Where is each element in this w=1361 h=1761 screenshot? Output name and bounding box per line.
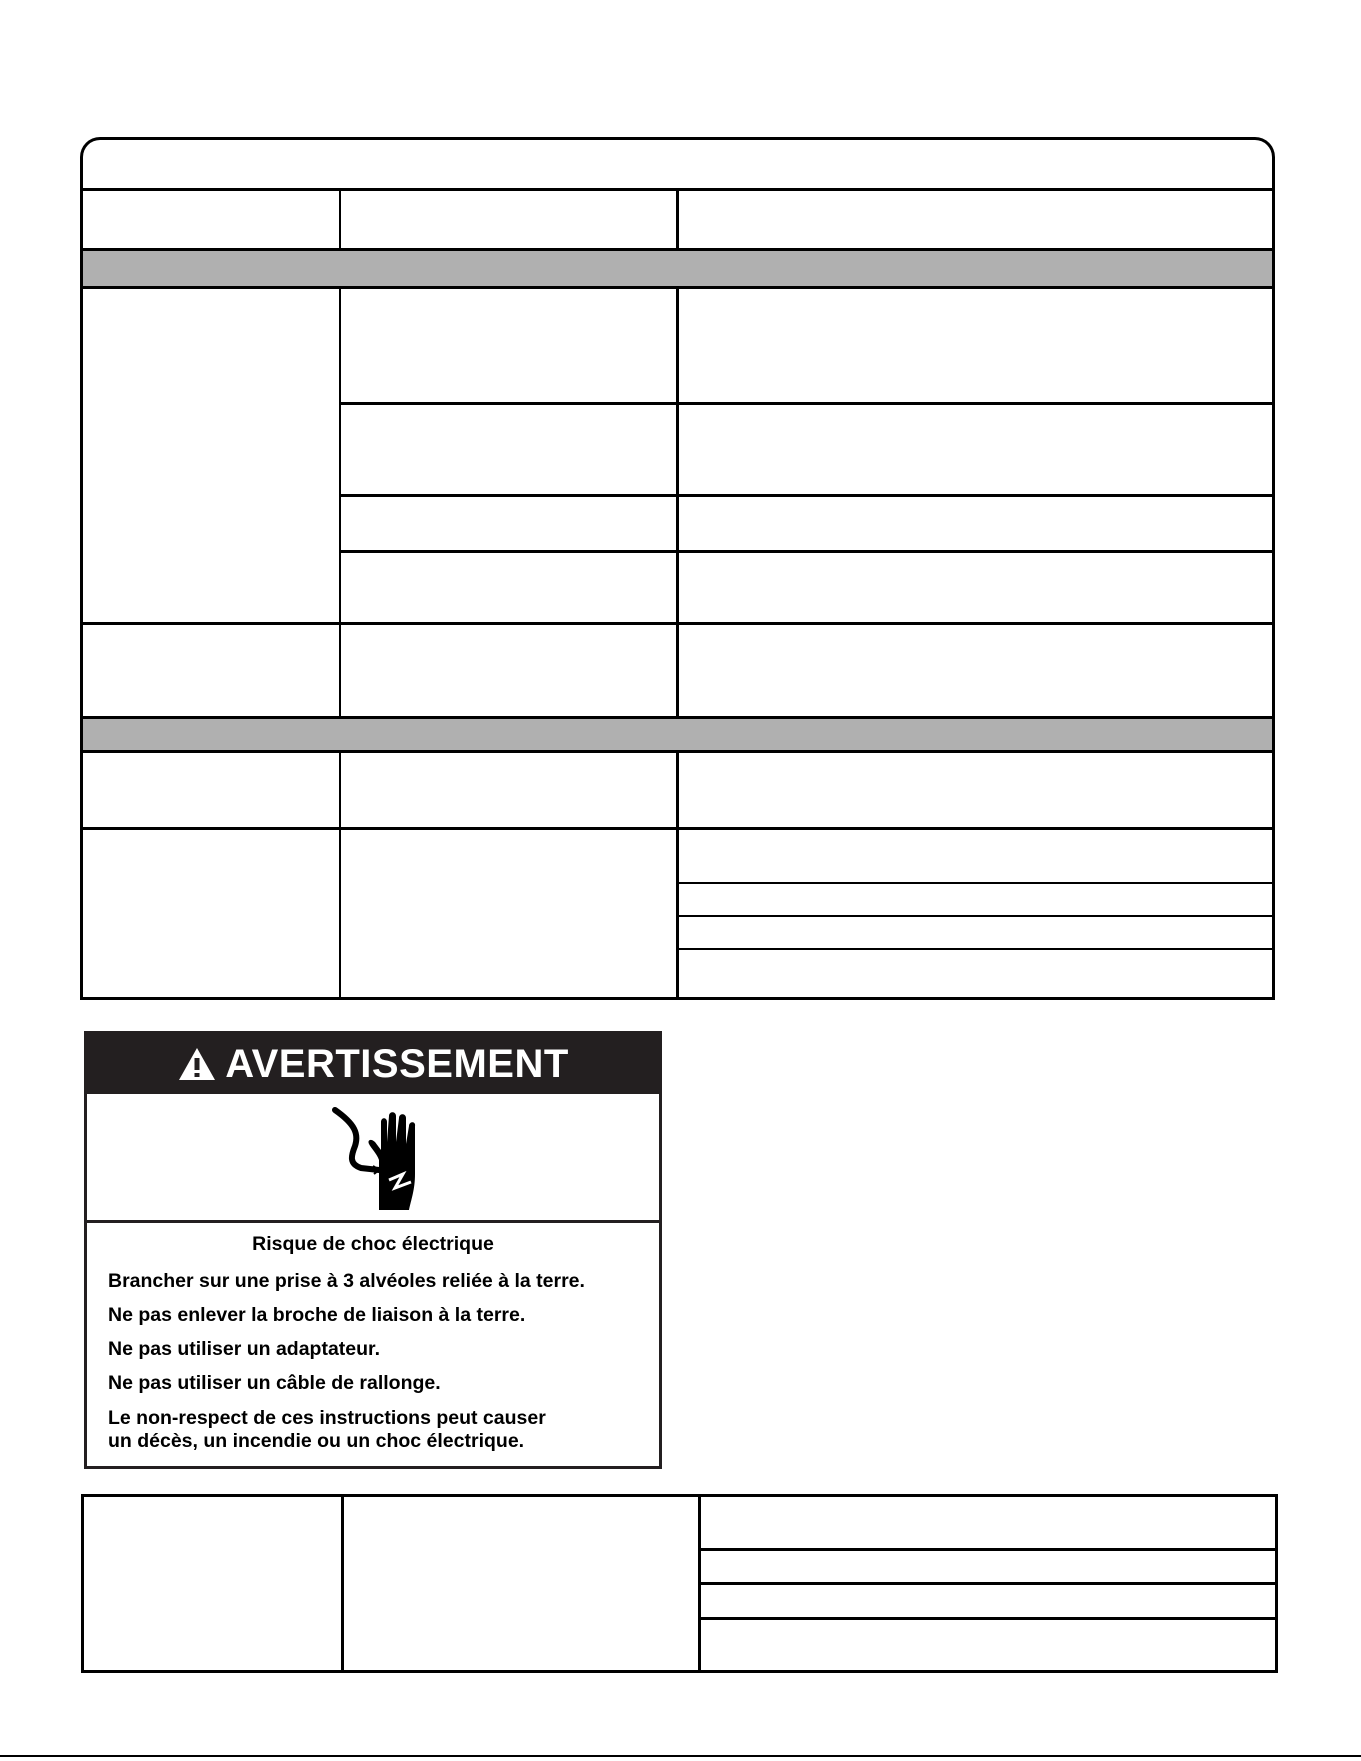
row-divider <box>676 915 1275 917</box>
row-divider <box>698 1582 1278 1585</box>
column-divider <box>676 188 679 251</box>
row-divider <box>676 882 1275 884</box>
row-divider <box>339 494 1275 497</box>
table-left-border <box>80 188 83 1000</box>
row-divider <box>676 948 1275 950</box>
warning-line: Ne pas enlever la broche de liaison à la terre. <box>108 1304 526 1326</box>
warning-line: un décès, un incendie ou un choc électrique. <box>108 1430 525 1452</box>
warning-header <box>87 1034 659 1094</box>
table-header-cell <box>80 137 1275 192</box>
electric-shock-hand-icon <box>315 1104 435 1216</box>
column-divider <box>339 753 341 999</box>
row-divider <box>80 827 1275 830</box>
warning-line: Le non-respect de ces instructions peut causer <box>108 1407 546 1429</box>
warning-line: Brancher sur une prise à 3 alvéoles reliée à la terre. <box>108 1270 585 1292</box>
warning-triangle-icon <box>177 1046 217 1082</box>
table-right-border <box>1272 188 1275 1000</box>
column-divider <box>676 753 679 999</box>
warning-heading: Risque de choc électrique <box>252 1233 494 1255</box>
warning-title: AVERTISSEMENT <box>225 1041 569 1086</box>
column-divider <box>676 289 679 717</box>
column-divider <box>339 289 341 717</box>
row-divider <box>339 402 1275 405</box>
row-divider <box>698 1617 1278 1620</box>
column-divider <box>339 188 341 251</box>
row-divider <box>80 622 1275 625</box>
section-band <box>83 719 1272 750</box>
warning-icon-divider <box>87 1220 659 1223</box>
page-bottom-rule <box>0 1755 1361 1757</box>
column-divider <box>341 1494 344 1673</box>
warning-line: Ne pas utiliser un câble de rallonge. <box>108 1372 441 1394</box>
warning-box <box>84 1031 662 1469</box>
warning-line: Ne pas utiliser un adaptateur. <box>108 1338 380 1360</box>
row-divider <box>698 1548 1278 1551</box>
section-band <box>83 251 1272 286</box>
row-divider <box>339 550 1275 553</box>
